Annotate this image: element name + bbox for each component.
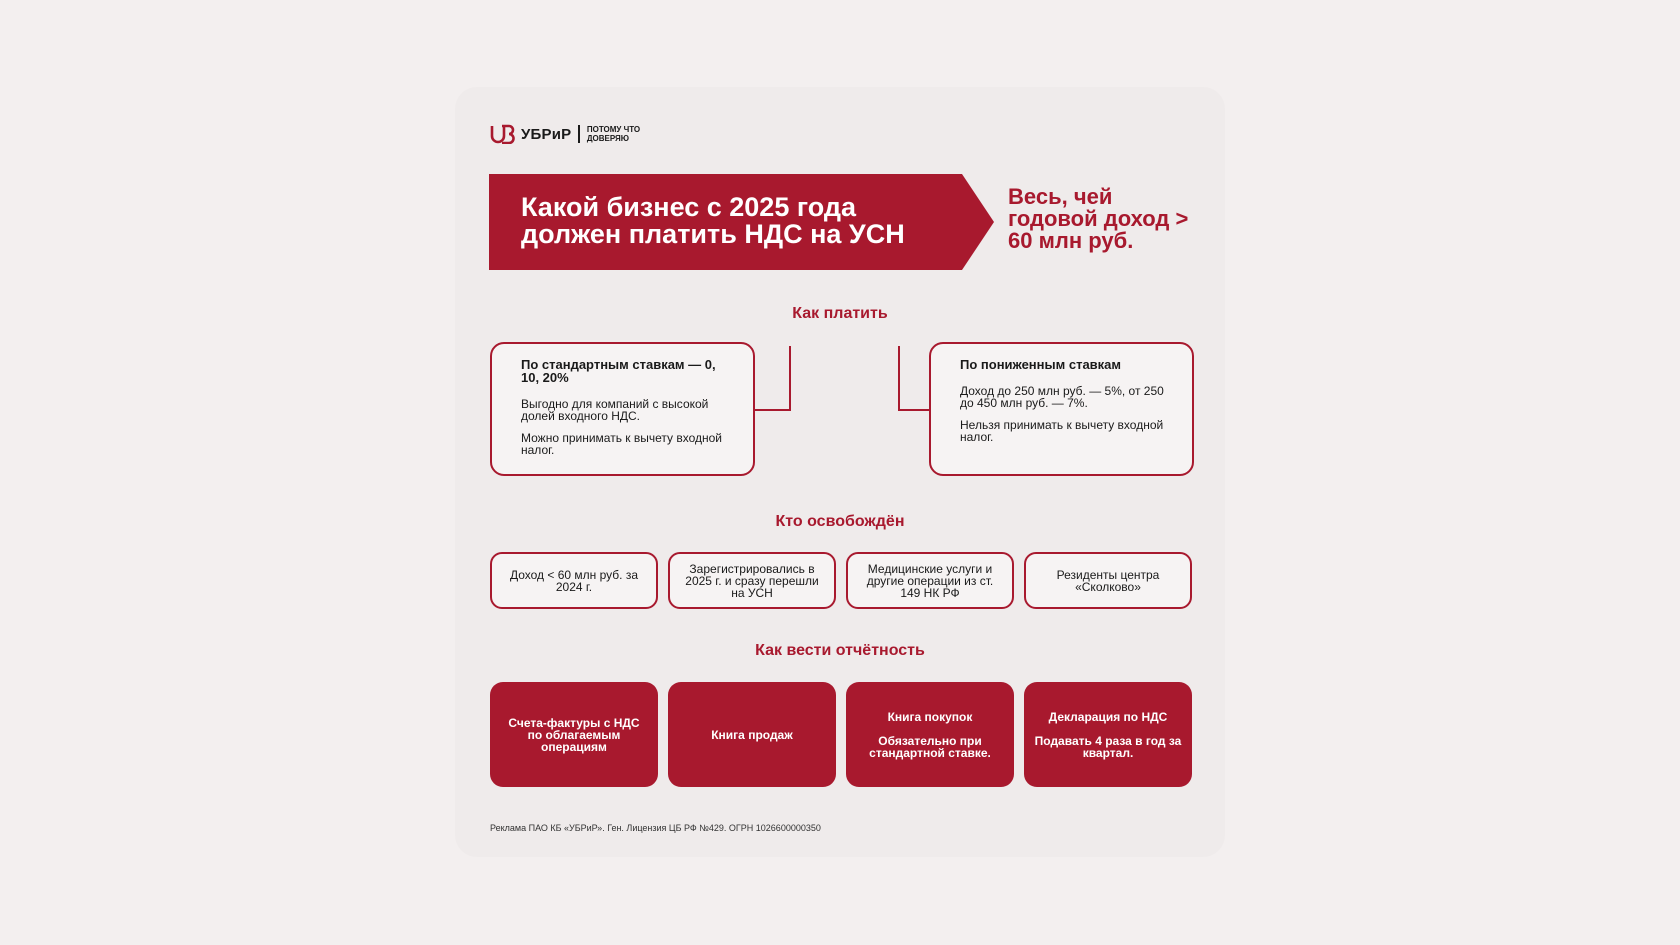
standard-rates-text1: Выгодно для компаний с высокой долей входного НДС. [521, 397, 709, 423]
brand-slogan [587, 125, 640, 143]
standard-rates-box [490, 342, 755, 476]
reduced-rates-text2: Нельзя принимать к вычету входной налог. [960, 418, 1164, 444]
title-banner [489, 174, 994, 270]
brand-name: УБРиР [521, 125, 572, 143]
section-title-how-to-pay: Как платить [792, 305, 888, 322]
exempt-item: Доход < 60 млн руб. за 2024 г. [490, 552, 658, 609]
brand-slogan-line2: ДОВЕРЯЮ [586, 134, 630, 143]
legal-footer: Реклама ПАО КБ «УБРиР». Ген. Лицензия ЦБ РФ №429. ОГРН 1026600000350 [490, 823, 821, 833]
logo-divider [578, 125, 580, 143]
exempt-item: Медицинские услуги и другие операции из ст. 149 НК РФ [846, 552, 1014, 609]
report-item-title: Декларация по НДС [1048, 709, 1168, 724]
section-title-exempt: Кто освобождён [775, 513, 905, 530]
report-item-declaration [1024, 682, 1192, 787]
exempt-item: Резиденты центра «Сколково» [1024, 552, 1192, 609]
reduced-rates-text1: Доход до 250 млн руб. — 5%, от 250 до 450 млн руб. — 7%. [960, 384, 1164, 410]
brand-slogan-line1: ПОТОМУ ЧТО [586, 125, 641, 134]
report-item-note: Подавать 4 раза в год за квартал. [1034, 733, 1182, 760]
banner-answer: Весь, чей годовой доход > 60 млн руб. [1008, 184, 1189, 253]
brand-logo[interactable] [490, 124, 640, 144]
report-item-sales-book [668, 682, 836, 787]
brand-mark-icon [490, 124, 516, 144]
report-item-title: Книга продаж [711, 727, 793, 742]
reduced-rates-heading: По пониженным ставкам [960, 357, 1122, 372]
report-item-purchase-book [846, 682, 1014, 787]
exempt-item: Зарегистрировались в 2025 г. и сразу перешли на УСН [668, 552, 836, 609]
report-item-note: Обязательно при стандартной ставке. [869, 733, 991, 760]
reduced-rates-box [929, 342, 1194, 476]
infographic-card [455, 87, 1225, 857]
report-item-title: Книга покупок [887, 709, 973, 724]
page-title: Какой бизнес с 2025 года должен платить НДС на УСН [521, 192, 905, 249]
report-item-title: Счета-фактуры с НДС по облагаемым операциям [508, 715, 640, 754]
report-item-invoices [490, 682, 658, 787]
standard-rates-text2: Можно принимать к вычету входной налог. [521, 431, 723, 457]
choice-connector-lines [755, 346, 935, 412]
standard-rates-heading: По стандартным ставкам — 0, 10, 20% [521, 357, 716, 385]
section-title-reporting: Как вести отчётность [755, 642, 925, 659]
